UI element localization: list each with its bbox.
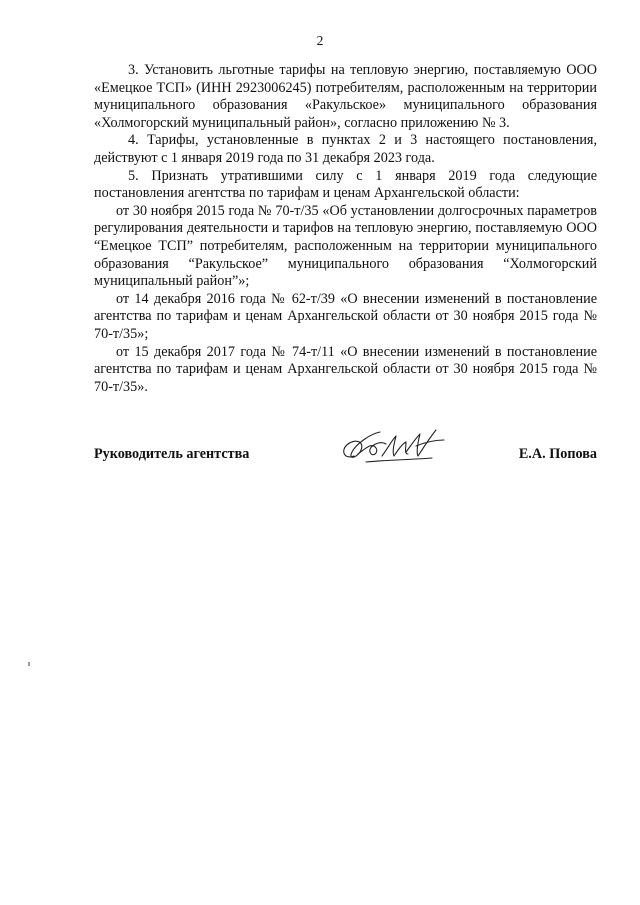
repealed-item-1: от 30 ноября 2015 года № 70-т/35 «Об установлении долгосрочных параметров регулирования деятельности и тарифов на тепловую энергию, поставляемую ООО “Емецкое ТСП” потребителям, расположенным на территории муниципального образования “Ракульское” муниципального образования “Холмогорский муниципальный район”»; — [94, 202, 597, 290]
signatory-title: Руководитель агентства — [94, 446, 250, 462]
handwritten-signature — [336, 426, 448, 472]
paragraph-3: 3. Установить льготные тарифы на тепловую энергию, поставляемую ООО «Емецкое ТСП» (ИНН 2923006245) потребителям, расположенным на территории муниципального образования «Ракульское» муниципального образования «Холмогорский муниципальный район», согласно приложению № 3. — [94, 62, 597, 131]
document-body — [94, 62, 597, 396]
signatory-name: Е.А. Попова — [518, 446, 597, 462]
paragraph-4: 4. Тарифы, установленные в пунктах 2 и 3 настоящего постановления, действуют с 1 января 2019 года по 31 декабря 2023 года. — [94, 132, 597, 166]
signature-block — [94, 440, 597, 470]
repealed-item-2: от 14 декабря 2016 года № 62-т/39 «О внесении изменений в постановление агентства по тарифам и ценам Архангельской области от 30 ноября 2015 года № 70-т/35»; — [94, 290, 597, 342]
scan-artifact — [28, 662, 30, 666]
paragraph-5: 5. Признать утратившими силу с 1 января 2019 года следующие постановления агентства по тарифам и ценам Архангельской области: — [94, 167, 597, 202]
page-number: 2 — [316, 33, 324, 48]
repealed-item-3: от 15 декабря 2017 года № 74-т/11 «О внесении изменений в постановление агентства по тарифам и ценам Архангельской области от 30 ноября 2015 года № 70-т/35». — [94, 343, 597, 395]
